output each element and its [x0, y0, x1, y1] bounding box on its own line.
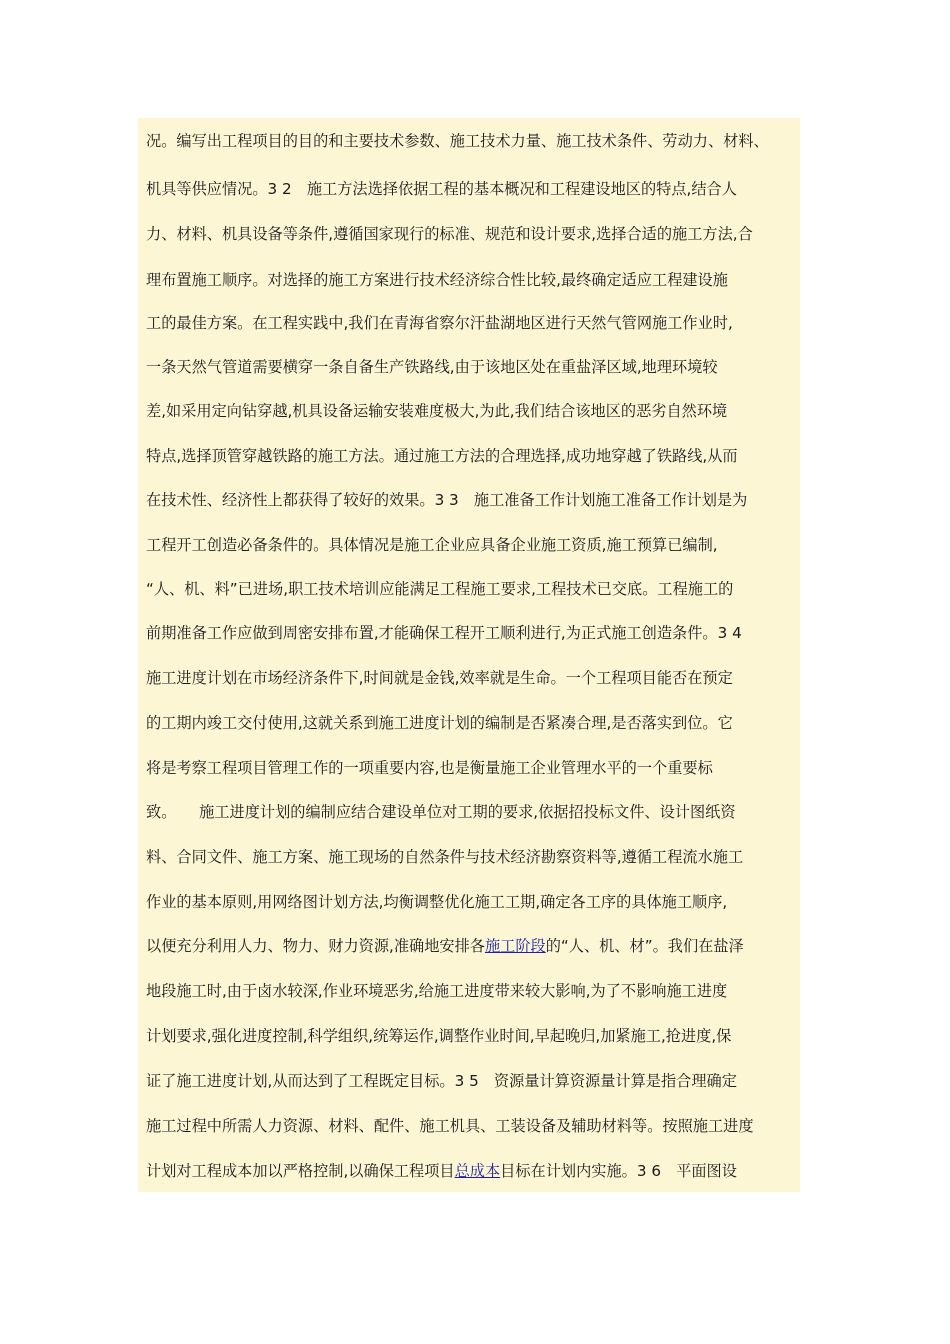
- line-text: 作业的基本原则,用网络图计划方法,均衡调整优化施工工期,确定各工序的具体施工顺序,: [146, 893, 728, 911]
- text-line: [146, 666, 733, 690]
- line-text: 前期准备工作应做到周密安排布置,才能确保工程开工顺利进行,为正式施工创造条件。3 4: [146, 624, 742, 642]
- line-text-after-link: 目标在计划内实施。3 6 平面图设: [500, 1162, 737, 1180]
- inline-link[interactable]: 总成本: [454, 1162, 501, 1180]
- text-line: [146, 1069, 737, 1093]
- text-line: [146, 533, 718, 557]
- text-line: [146, 711, 733, 735]
- line-text: 理布置施工顺序。对选择的施工方案进行技术经济综合性比较,最终确定适应工程建设施: [146, 271, 728, 289]
- line-text: 工程开工创造必备条件的。具体情况是施工企业应具备企业施工资质,施工预算已编制,: [146, 536, 718, 554]
- text-line: [146, 934, 744, 958]
- text-line: [146, 399, 727, 423]
- text-line: [146, 845, 743, 869]
- line-text: 在技术性、经济性上都获得了较好的效果。3 3 施工准备工作计划施工准备工作计划是为: [146, 491, 748, 509]
- text-line: [146, 177, 737, 201]
- text-line: [146, 1024, 731, 1048]
- line-text: 一条天然气管道需要横穿一条自备生产铁路线,由于该地区处在重盐泽区域,地理环境较: [146, 358, 718, 376]
- line-text: 以便充分利用人力、物力、财力资源,准确地安排各: [146, 937, 485, 955]
- text-block: [138, 118, 800, 1192]
- line-text: “人、机、料”已进场,职工技术培训应能满足工程施工要求,工程技术已交底。工程施工的: [146, 580, 734, 598]
- line-text: 施工过程中所需人力资源、材料、配件、施工机具、工装设备及辅助材料等。按照施工进度: [146, 1117, 754, 1135]
- text-line: [146, 1159, 737, 1183]
- text-line: [146, 577, 733, 601]
- text-line: [146, 488, 747, 512]
- line-text: 况。编写出工程项目的目的和主要技术参数、施工技术力量、施工技术条件、劳动力、材料、: [146, 132, 769, 150]
- text-line: [146, 1114, 754, 1138]
- line-text: 料、合同文件、施工方案、施工现场的自然条件与技术经济勘察资料等,遵循工程流水施工: [146, 848, 744, 866]
- line-text: 差,如采用定向钻穿越,机具设备运输安装难度极大,为此,我们结合该地区的恶劣自然环境: [146, 402, 728, 420]
- line-text: 致。 施工进度计划的编制应结合建设单位对工期的要求,依据招投标文件、设计图纸资: [146, 803, 736, 821]
- line-text: 的工期内竣工交付使用,这就关系到施工进度计划的编制是否紧凑合理,是否落实到位。它: [146, 714, 733, 732]
- line-text: 工的最佳方案。在工程实践中,我们在青海省察尔汗盐湖地区进行天然气管网施工作业时,: [146, 314, 733, 332]
- line-text: 施工进度计划在市场经济条件下,时间就是金钱,效率就是生命。一个工程项目能否在预定: [146, 669, 733, 687]
- text-line: [146, 268, 728, 292]
- text-line: [146, 800, 736, 824]
- line-text-after-link: 的“人、机、材”。我们在盐泽: [545, 937, 744, 955]
- line-text: 机具等供应情况。3 2 施工方法选择依据工程的基本概况和工程建设地区的特点,结合人: [146, 180, 737, 198]
- line-text: 证了施工进度计划,从而达到了工程既定目标。3 5 资源量计算资源量计算是指合理确定: [146, 1072, 737, 1090]
- text-line: [146, 979, 727, 1003]
- line-text: 力、材料、机具设备等条件,遵循国家现行的标准、规范和设计要求,选择合适的施工方法,合: [146, 225, 753, 243]
- line-text: 特点,选择顶管穿越铁路的施工方法。通过施工方法的合理选择,成功地穿越了铁路线,从而: [146, 447, 738, 465]
- text-line: [146, 311, 733, 335]
- text-line: [146, 756, 713, 780]
- text-line: [146, 129, 769, 153]
- text-line: [146, 890, 727, 914]
- inline-link[interactable]: 施工阶段: [484, 937, 546, 955]
- line-text: 地段施工时,由于卤水较深,作业环境恶劣,给施工进度带来较大影响,为了不影响施工进度: [146, 982, 728, 1000]
- text-line: [146, 222, 753, 246]
- text-line: [146, 444, 738, 468]
- text-line: [146, 355, 718, 379]
- line-text: 将是考察工程项目管理工作的一项重要内容,也是衡量施工企业管理水平的一个重要标: [146, 759, 713, 777]
- line-text: 计划要求,强化进度控制,科学组织,统筹运作,调整作业时间,早起晚归,加紧施工,抢进度,保: [146, 1027, 732, 1045]
- text-line: [146, 621, 742, 645]
- line-text: 计划对工程成本加以严格控制,以确保工程项目: [146, 1162, 455, 1180]
